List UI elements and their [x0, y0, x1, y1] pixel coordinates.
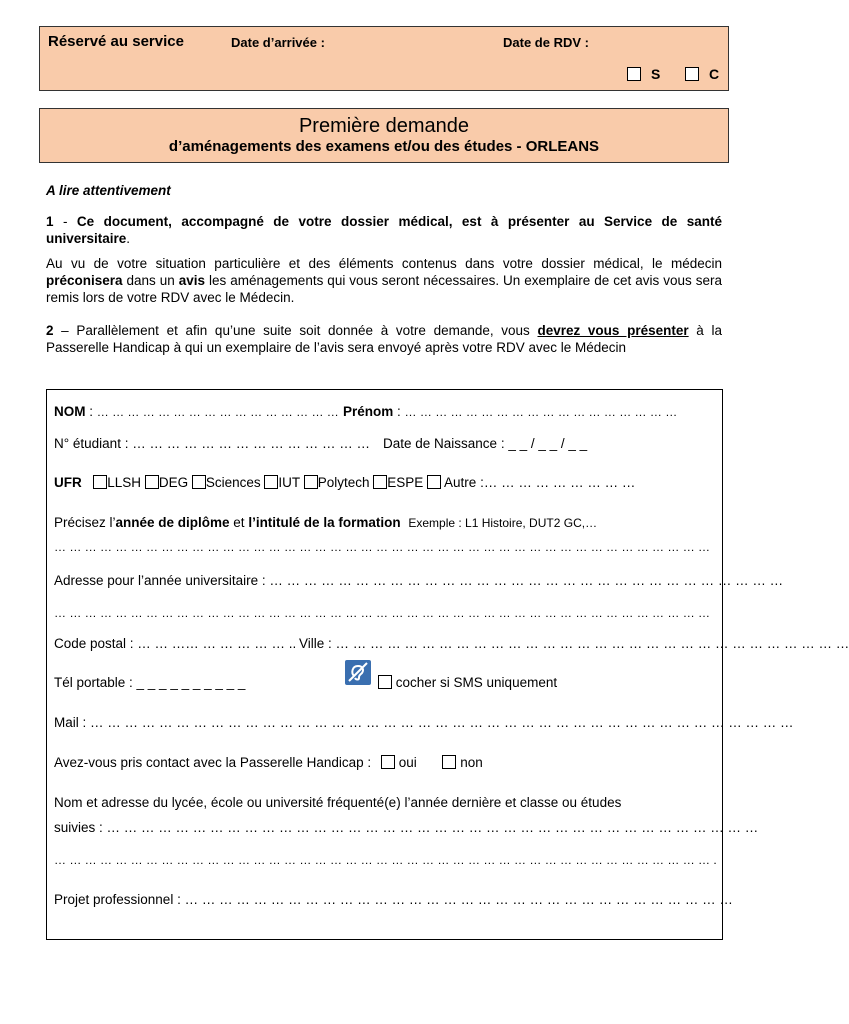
oui-checkbox[interactable]	[381, 755, 395, 769]
ufr-sciences-checkbox[interactable]	[192, 475, 206, 489]
prenom-label: Prénom	[343, 404, 394, 419]
ufr-autre-label[interactable]: Autre :… … … … … … … … …	[444, 475, 636, 490]
deaf-hearing-icon	[345, 660, 371, 685]
p3-text-b: devrez vous présenter	[537, 323, 689, 338]
c-checkbox[interactable]	[685, 67, 699, 81]
prenom-row	[343, 404, 677, 419]
address-field-line2[interactable]: … … … … … … … … … … … … … … … … … … … … … … … … … … … … … … … … … … … … … … … … … … …	[54, 606, 711, 620]
previous-school-field-line2[interactable]: … … … … … … … … … … … … … … … … … … … … … … … … … … … … … … … … … … … … … … … … … … … .	[54, 853, 717, 867]
career-project-field[interactable]: Projet professionnel : … … … … … … … … … … … … … … … … … … … … … … … … … … … … … … … …	[54, 892, 733, 907]
address-field[interactable]: Adresse pour l’année universitaire : … … … … … … … … … … … … … … … … … … … … … … … … … … … … … …	[54, 573, 784, 588]
ufr-iut-checkbox[interactable]	[264, 475, 278, 489]
student-number-field[interactable]: N° étudiant : … … … … … … … … … … … … … …	[54, 436, 370, 451]
ufr-deg-label: DEG	[158, 475, 189, 490]
previous-school-label: Nom et adresse du lycée, école ou université fréquenté(e) l’année dernière et classe ou études	[54, 795, 622, 810]
passerelle-label: Avez-vous pris contact avec la Passerelle Handicap :	[54, 755, 372, 770]
ufr-polytech-label: Polytech	[317, 475, 370, 490]
s-checkbox[interactable]	[627, 67, 641, 81]
diploma-text-c: et	[229, 515, 249, 530]
prenom-separator: :	[393, 404, 405, 419]
s-label: S	[651, 66, 661, 82]
p1-number: 1	[46, 214, 54, 229]
diploma-field[interactable]: … … … … … … … … … … … … … … … … … … … … … … … … … … … … … … … … … … … … … … … … … … …	[54, 540, 711, 554]
p2-text-b: préconisera	[46, 273, 123, 288]
phone-field[interactable]: Tél portable : _ _ _ _ _ _ _ _ _ _	[54, 675, 246, 690]
ufr-llsh-label: LLSH	[107, 475, 142, 490]
non-checkbox[interactable]	[442, 755, 456, 769]
ufr-row	[54, 475, 635, 490]
ufr-sciences-label: Sciences	[205, 475, 261, 490]
diploma-text-d: l’intitulé de la formation	[248, 515, 401, 530]
passerelle-row	[54, 755, 483, 770]
instruction-paragraph-2	[46, 255, 722, 306]
arrival-date-label: Date d’arrivée :	[231, 35, 325, 50]
p1-dash: -	[53, 214, 77, 229]
nom-label: NOM	[54, 404, 86, 419]
diploma-row	[54, 515, 597, 530]
diploma-example: Exemple : L1 Histoire, DUT2 GC,…	[408, 516, 598, 530]
sms-row	[378, 675, 557, 690]
prenom-field[interactable]: … … … … … … … … … … … … … … … … … …	[404, 405, 678, 419]
c-label: C	[709, 66, 720, 82]
rdv-date-label: Date de RDV :	[503, 35, 589, 50]
page-subtitle: d’aménagements des examens et/ou des études - ORLEANS	[168, 138, 600, 155]
service-title: Réservé au service	[48, 33, 184, 50]
mail-field[interactable]: Mail : … … … … … … … … … … … … … … … … … … … … … … … … … … … … … … … … … … … … … … … … …	[54, 715, 794, 730]
instruction-paragraph-3	[46, 322, 722, 356]
diploma-text-a: Précisez l’	[54, 515, 116, 530]
p3-text-c: à la Passerelle Handicap à qui un exemplaire de l’avis sera envoyé après votre RDV avec le Médecin	[46, 323, 722, 355]
ufr-deg-checkbox[interactable]	[145, 475, 159, 489]
oui-label: oui	[398, 755, 417, 770]
page-title: Première demande	[298, 115, 470, 137]
p2-text-d: avis	[178, 273, 206, 288]
p2-text-e: les aménagements qui vous seront nécessaires. Un exemplaire de cet avis vous sera remis lors de votre RDV avec le Médecin.	[46, 273, 723, 305]
p2-text-a: Au vu de votre situation particulière et des éléments contenus dans votre dossier médical, le médecin	[46, 256, 722, 271]
instructions-heading: A lire attentivement	[46, 183, 171, 198]
service-box	[39, 26, 729, 91]
sms-checkbox[interactable]	[378, 675, 392, 689]
p1-end: .	[126, 231, 131, 246]
ufr-label: UFR	[54, 475, 82, 490]
nom-field[interactable]: … … … … … … … … … … … … … … … …	[96, 405, 339, 419]
p1-bold-text: Ce document, accompagné de votre dossier médical, est à présenter au Service de santé universitaire	[46, 214, 722, 246]
p3-text-a: – Parallèlement et afin qu’une suite soit donnée à votre demande, vous	[53, 323, 538, 338]
instruction-paragraph-1	[46, 213, 722, 247]
ufr-espe-checkbox[interactable]	[373, 475, 387, 489]
sms-label: cocher si SMS uniquement	[395, 675, 558, 690]
previous-school-field[interactable]: suivies : … … … … … … … … … … … … … … … … … … … … … … … … … … … … … … … … … … … … … …	[54, 820, 759, 835]
birth-date-field[interactable]: Date de Naissance : _ _ / _ _ / _ _	[383, 436, 588, 451]
diploma-text-b: année de diplôme	[115, 515, 230, 530]
postal-code-field[interactable]: Code postal : … … …… … … … … … ..	[54, 636, 297, 651]
title-box	[39, 108, 729, 163]
p3-number: 2	[46, 323, 54, 338]
city-field[interactable]: Ville : … … … … … … … … … … … … … … … … … … … … … … … … … … … … … …	[299, 636, 849, 651]
ufr-autre-checkbox[interactable]	[427, 475, 441, 489]
ufr-espe-label: ESPE	[387, 475, 424, 490]
p2-text-c: dans un	[122, 273, 179, 288]
ufr-iut-label: IUT	[278, 475, 300, 490]
nom-separator: :	[85, 404, 97, 419]
non-label: non	[460, 755, 483, 770]
ufr-polytech-checkbox[interactable]	[304, 475, 318, 489]
nom-row	[54, 404, 339, 419]
ufr-llsh-checkbox[interactable]	[93, 475, 107, 489]
